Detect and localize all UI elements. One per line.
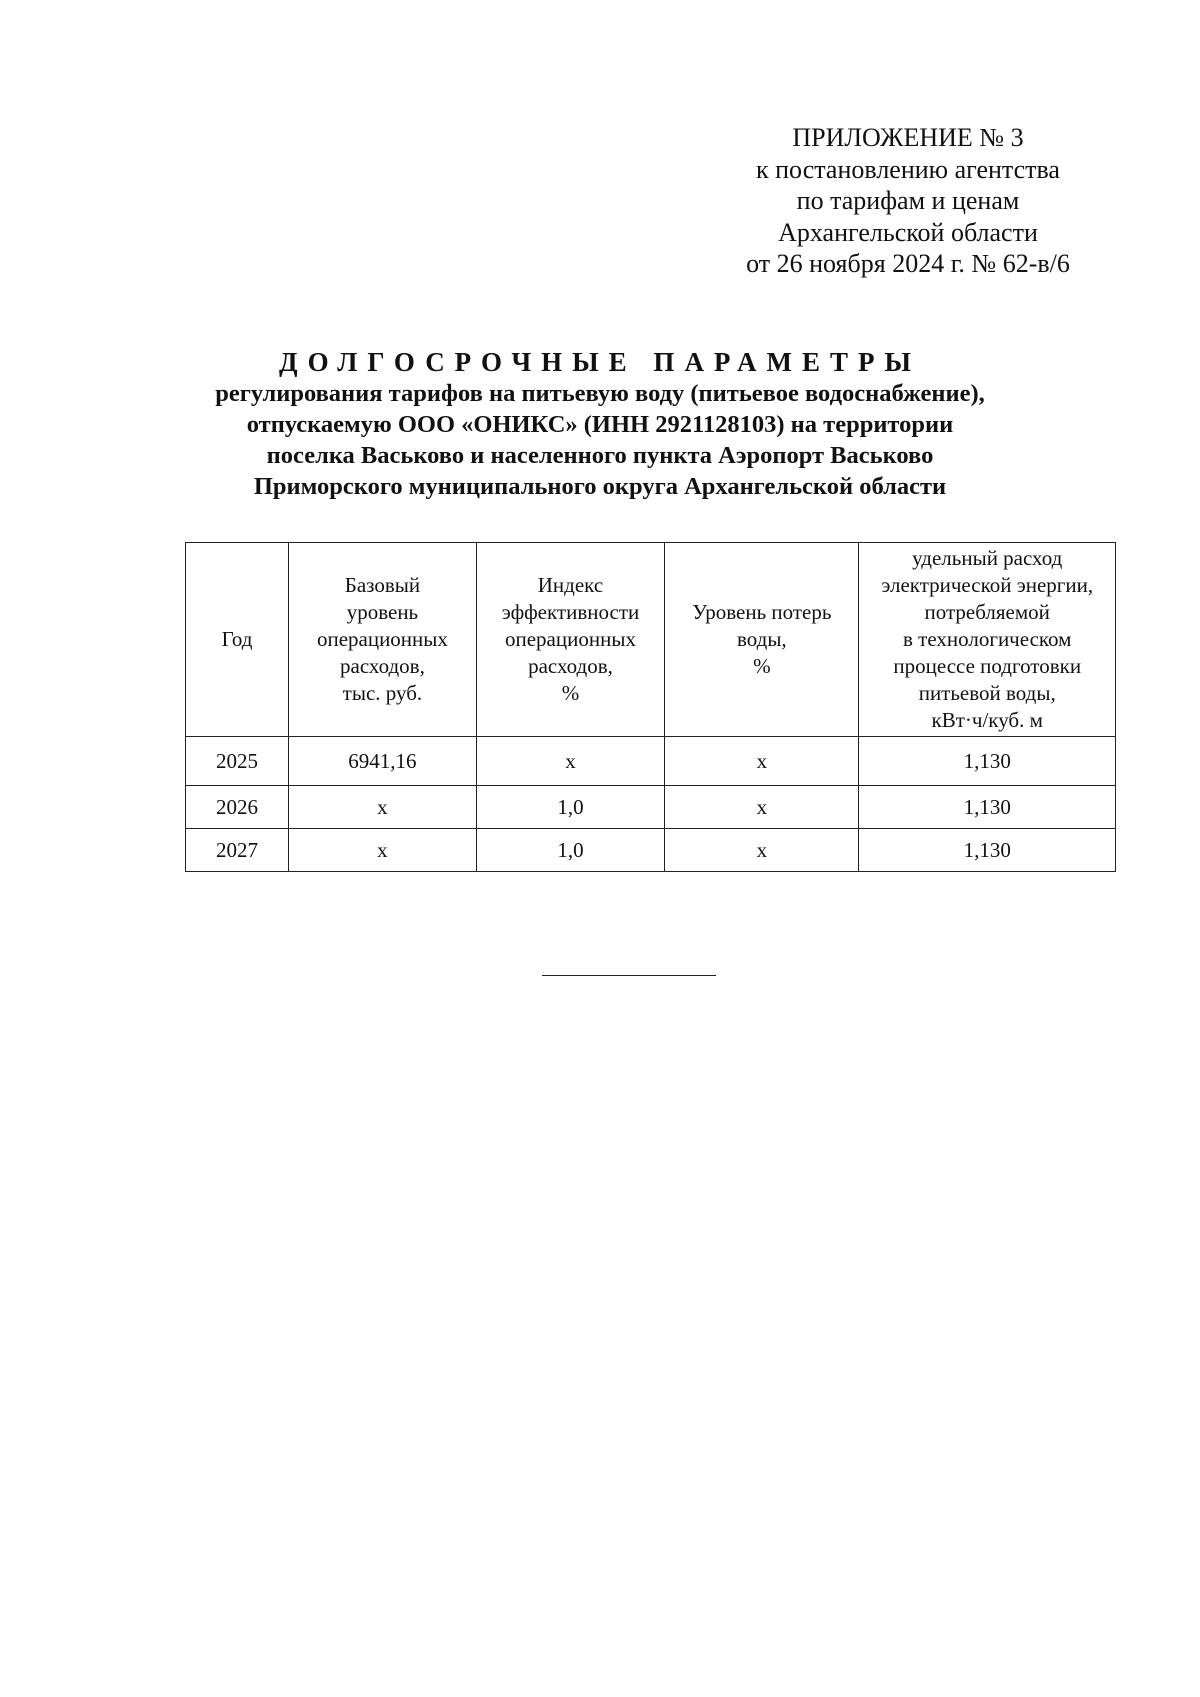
cell-base-opex: 6941,16 — [289, 737, 477, 786]
document-title — [150, 346, 1050, 502]
cell-water-loss: х — [665, 829, 859, 872]
title-subline: отпускаемую ООО «ОНИКС» (ИНН 2921128103) на территории — [246, 411, 954, 438]
cell-year: 2025 — [186, 737, 289, 786]
cell-year: 2027 — [186, 829, 289, 872]
appendix-ref-line: к постановлению агентства — [756, 154, 1060, 184]
cell-energy-consumption: 1,130 — [859, 786, 1116, 829]
cell-base-opex: х — [289, 786, 477, 829]
title-subline: регулирования тарифов на питьевую воду (питьевое водоснабжение), — [215, 380, 985, 407]
table-header-row — [186, 543, 1116, 737]
cell-year: 2026 — [186, 786, 289, 829]
closing-rule — [542, 975, 716, 976]
header-year: Год — [186, 543, 289, 737]
appendix-ref-line: Архангельской области — [778, 217, 1038, 247]
header-base-opex: Базовый уровень операционных расходов, тыс. руб. — [289, 543, 477, 737]
appendix-date-number: от 26 ноября 2024 г. № 62-в/6 — [746, 249, 1070, 278]
appendix-number: ПРИЛОЖЕНИЕ № 3 — [792, 123, 1024, 152]
appendix-ref-line: по тарифам и ценам — [796, 186, 1020, 215]
cell-energy-consumption: 1,130 — [859, 829, 1116, 872]
table-row — [186, 829, 1116, 872]
table-row — [186, 786, 1116, 829]
cell-efficiency-index: 1,0 — [476, 786, 664, 829]
title-subline: поселка Васьково и населенного пункта Аэропорт Васьково — [266, 442, 934, 469]
header-efficiency-index: Индекс эффективности операционных расходов, % — [476, 543, 664, 737]
cell-water-loss: х — [665, 786, 859, 829]
cell-efficiency-index: х — [476, 737, 664, 786]
parameters-table — [185, 542, 1116, 872]
cell-water-loss: х — [665, 737, 859, 786]
cell-base-opex: х — [289, 829, 477, 872]
table-row — [186, 737, 1116, 786]
title-subline: Приморского муниципального округа Архангельской области — [253, 473, 947, 500]
cell-efficiency-index: 1,0 — [476, 829, 664, 872]
header-energy-consumption: удельный расход электрической энергии, потребляемой в технологическом процессе подготовки питьевой воды, кВт·ч/куб. м — [859, 543, 1116, 737]
title-heading: ДОЛГОСРОЧНЫЕ ПАРАМЕТРЫ — [279, 347, 921, 377]
header-water-loss: Уровень потерь воды, % — [665, 543, 859, 737]
cell-energy-consumption: 1,130 — [859, 737, 1116, 786]
appendix-header — [718, 122, 1098, 280]
